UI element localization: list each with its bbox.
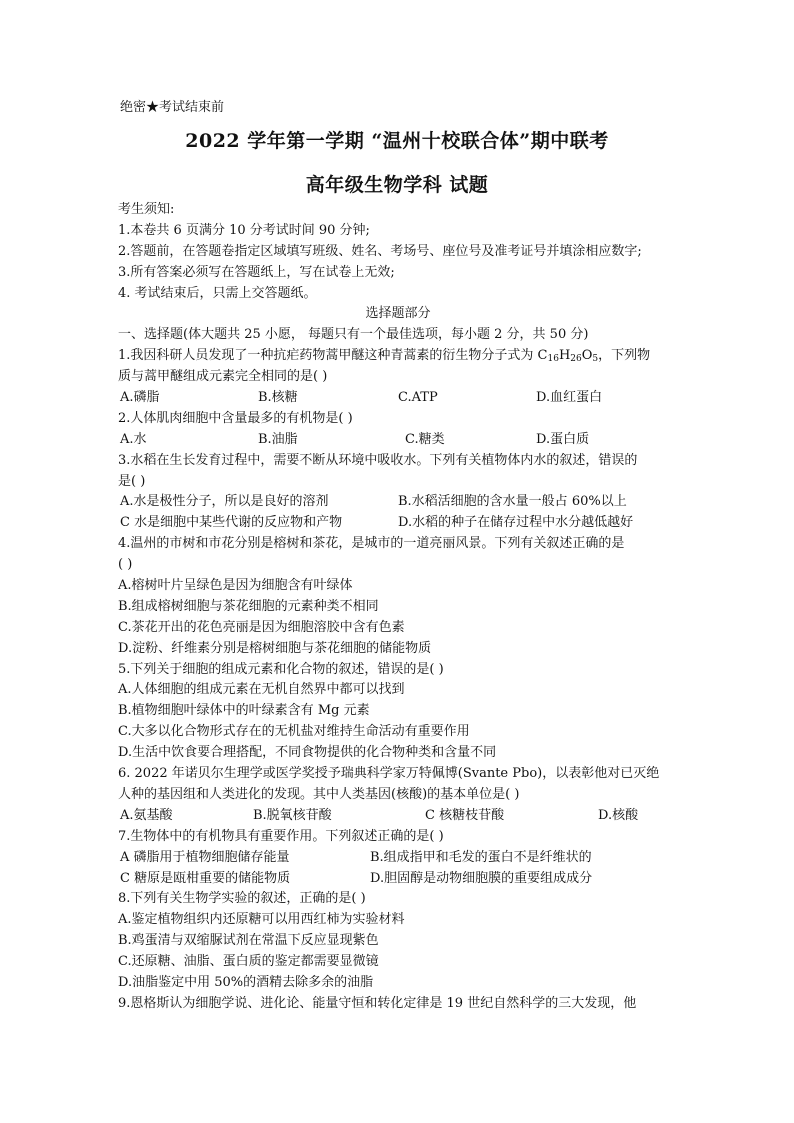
q5-option-c: C.大多以化合物形式存在的无机盐对维持生命活动有重要作用 (118, 724, 470, 740)
q1-text-end: ，下列物 (598, 348, 651, 364)
q3-option-b: B.水稻活细胞的含水量一般占 60%以上 (398, 494, 627, 510)
q1-option-c: C.ATP (398, 390, 438, 406)
question-3-stem-cont: 是( ) (118, 473, 146, 489)
q3-option-c: C 水是细胞中某些代谢的反应物和产物 (120, 515, 343, 531)
q2-option-b: B.油脂 (258, 431, 298, 447)
q7-option-b: B.组成指甲和毛发的蛋白不是纤维状的 (370, 849, 592, 865)
notice-heading: 考生须知: (118, 202, 175, 217)
notice-item-2: 2.答题前，在答题卷指定区域填写班级、姓名、考场号、座位号及准考证号并填涂相应数字; (118, 243, 642, 259)
question-4-stem-cont: ( ) (118, 557, 133, 573)
question-5-stem: 5.下列关于细胞的组成元素和化合物的叙述，错误的是( ) (118, 661, 444, 677)
question-1-options (118, 388, 678, 409)
q4-option-a: A.榕树叶片呈绿色是因为细胞含有叶绿体 (118, 578, 353, 594)
q5-option-d: D.生活中饮食要合理搭配，不同食物提供的化合物种类和含量不同 (118, 745, 497, 761)
q2-option-d: D.蛋白质 (536, 431, 590, 447)
notice-item-1: 1.本卷共 6 页满分 10 分考试时间 90 分钟; (118, 222, 370, 238)
q4-option-d: D.淀粉、纤维素分别是榕树细胞与茶花细胞的储能物质 (118, 640, 432, 656)
question-3-options-row-2 (118, 513, 678, 534)
section-intro: 一、选择题(体大题共 25 小愿， 每题只有一个最佳选项，每小题 2 分，共 50 分) (118, 327, 589, 343)
q1-h-subscript: 26 (570, 354, 582, 365)
q3-option-a: A.水是极性分子，所以是良好的溶剂 (120, 494, 329, 510)
question-6-stem: 6. 2022 年诺贝尔生理学或医学奖授予瑞典科学家万特佩博(Svante Pbo)，以表彰他对已灭绝 (118, 766, 660, 782)
question-7-options-row-1 (118, 848, 678, 869)
question-1-stem-cont: 质与蒿甲醚组成元素完全相同的是( ) (118, 369, 328, 385)
q1-option-b: B.核糖 (258, 390, 298, 406)
q6-option-a: A.氨基酸 (120, 807, 173, 823)
q7-option-c: C 糖原是瓯柑重要的储能物质 (120, 870, 291, 886)
question-7-options-row-2 (118, 869, 678, 890)
q1-c-subscript: 16 (547, 354, 559, 365)
q8-option-d: D.油脂鉴定中用 50%的酒精去除多余的油脂 (118, 974, 374, 990)
question-4-stem: 4.温州的市树和市花分别是榕树和茶花，是城市的一道亮丽风景。下列有关叙述正确的是 (118, 536, 625, 552)
question-7-stem: 7.生物体中的有机物具有重要作用。下列叙述正确的是( ) (118, 828, 444, 844)
q1-o-subscript: 5 (592, 354, 599, 365)
q1-text: 1.我因科研人员发现了一种抗疟药物蒿甲醚这种青蒿素的衍生物分子式为 C (118, 348, 548, 364)
exam-title: 2022 学年第一学期 “温州十校联合体”期中联考 (185, 130, 609, 152)
confidential-label: 绝密★考试结束前 (120, 100, 225, 115)
question-6-options (118, 806, 678, 827)
question-1-stem (118, 346, 678, 367)
q3-option-d: D.水稻的种子在储存过程中水分越低越好 (398, 515, 634, 531)
q2-option-c: C.糖类 (405, 431, 445, 447)
q8-option-a: A.鉴定植物组织内还原糖可以用西红柿为实验材料 (118, 912, 405, 928)
question-8-stem: 8.下列有关生物学实验的叙述，正确的是( ) (118, 891, 366, 907)
notice-item-3: 3.所有答案必须写在答题纸上，写在试卷上无效; (118, 264, 395, 280)
q6-option-c: C 核糖枝苷酸 (425, 807, 505, 823)
q7-option-d: D.胆固醇是动物细胞膜的重要组成成分 (370, 870, 593, 886)
q1-option-a: A.磷脂 (120, 390, 160, 406)
q6-option-b: B.脱氧核苷酸 (253, 807, 332, 823)
section-title: 选择题部分 (365, 306, 431, 322)
q4-option-c: C.茶花开出的花色亮丽是因为细胞溶胶中含有色素 (118, 619, 405, 635)
question-2-stem: 2.人体肌肉细胞中含量最多的有机物是( ) (118, 410, 353, 426)
question-9-stem: 9.恩格斯认为细胞学说、进化论、能量守恒和转化定律是 19 世纪自然科学的三大发现，他 (118, 995, 637, 1011)
q2-option-a: A.水 (120, 431, 147, 447)
question-3-options-row-1 (118, 492, 678, 513)
exam-subtitle: 高年级生物学科 试题 (305, 174, 489, 196)
question-2-options (118, 430, 678, 451)
q1-h: H (558, 348, 571, 364)
q4-option-b: B.组成榕树细胞与茶花细胞的元素种类不相同 (118, 598, 379, 614)
q6-option-d: D.核酸 (598, 807, 639, 823)
q1-o: O (581, 348, 593, 364)
q8-option-b: B.鸡蛋清与双缩脲试剂在常温下反应显现紫色 (118, 933, 379, 949)
notice-item-4: 4. 考试结束后，只需上交答题纸。 (118, 285, 317, 301)
question-6-stem-cont: 人种的基因组和人类进化的发现。其中人类基因(核酸)的基本单位是( ) (118, 786, 520, 802)
q5-option-a: A.人体细胞的组成元素在无机自然界中都可以找到 (118, 682, 405, 698)
q1-option-d: D.血红蛋白 (536, 390, 603, 406)
q8-option-c: C.还原糖、油脂、蛋白质的鉴定都需要显微镜 (118, 954, 379, 970)
exam-body (118, 200, 678, 1015)
q7-option-a: A 磷脂用于植物细胞储存能量 (120, 849, 290, 865)
q5-option-b: B.植物细胞叶绿体中的叶绿素含有 Mg 元素 (118, 703, 370, 719)
question-3-stem: 3.水稻在生长发育过程中，需要不断从环境中吸收水。下列有关植物体内水的叙述，错误的 (118, 452, 638, 468)
